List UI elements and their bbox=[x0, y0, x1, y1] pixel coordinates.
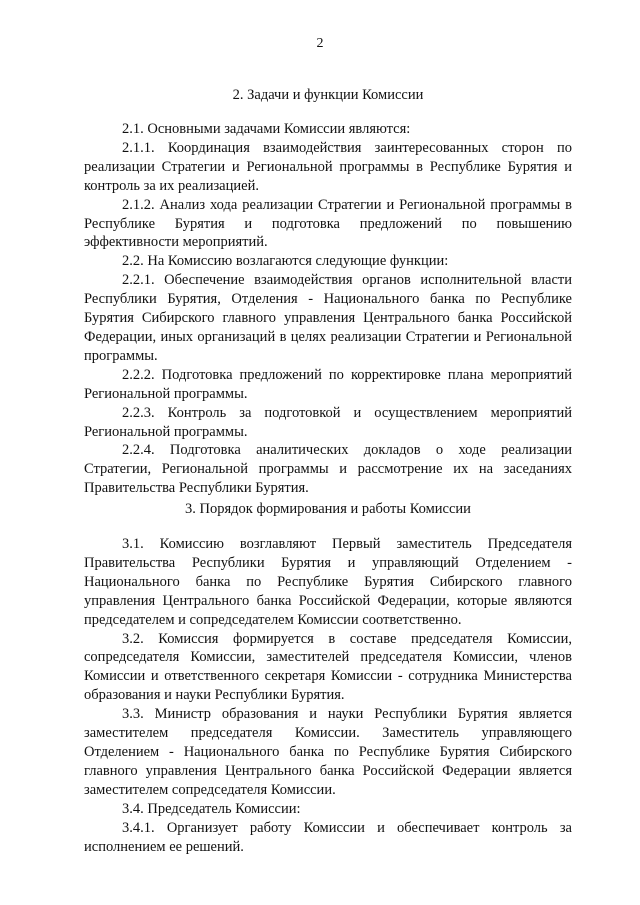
paragraph-2-2-3: 2.2.3. Контроль за подготовкой и осуществлением мероприятий Региональной программы. bbox=[84, 404, 572, 440]
section-3-body bbox=[84, 535, 572, 856]
paragraph-3-3: 3.3. Министр образования и науки Республики Бурятия является заместителем председателя Комиссии. Заместитель управляющего Отделением - Национального банка по Республике Бурятия Сибирского главного управления Центрального банка Российской Федерации является заместителем сопредседателя Комиссии. bbox=[84, 706, 572, 798]
paragraph-2-1: 2.1. Основными задачами Комиссии являются: bbox=[122, 121, 411, 137]
paragraph-2-2: 2.2. На Комиссию возлагаются следующие функции: bbox=[122, 253, 449, 270]
paragraph-2-2-4: 2.2.4. Подготовка аналитических докладов о ходе реализации Стратегии, Региональной программы и рассмотрение их на заседаниях Правительства Республики Бурятия. bbox=[84, 442, 572, 497]
section-3-title: 3. Порядок формирования и работы Комиссии bbox=[185, 501, 471, 517]
paragraph-3-4: 3.4. Председатель Комиссии: bbox=[122, 800, 301, 817]
paragraph-3-2: 3.2. Комиссия формируется в составе председателя Комиссии, сопредседателя Комиссии, заместителей председателя Комиссии, членов Комиссии и ответственного секретаря Комиссии - сотрудника Министерства образования и науки Республики Бурятия. bbox=[84, 630, 572, 704]
page-number: 2 bbox=[316, 36, 324, 51]
paragraph-2-1-2: 2.1.2. Анализ хода реализации Стратегии и Региональной программы в Республике Бурятия и подготовка предложений по повышению эффективности мероприятий. bbox=[84, 196, 572, 251]
paragraph-2-1-1: 2.1.1. Координация взаимодействия заинтересованных сторон по реализации Стратегии и Региональной программы в Республике Бурятия и контроль за их реализацией. bbox=[84, 139, 572, 194]
paragraph-3-4-1: 3.4.1. Организует работу Комиссии и обеспечивает контроль за исполнением ее решений. bbox=[84, 819, 572, 855]
paragraph-2-2-2: 2.2.2. Подготовка предложений по корректировке плана мероприятий Региональной программы. bbox=[84, 366, 572, 402]
section-2-title: 2. Задачи и функции Комиссии bbox=[232, 87, 424, 103]
paragraph-3-1: 3.1. Комиссию возглавляют Первый заместитель Председателя Правительства Республики Бурятия и управляющий Отделением - Национального банка по Республике Бурятия Сибирского главного управления Центрального банка Российской Федерации, которые являются председателем и сопредседателем Комиссии соответственно. bbox=[84, 536, 572, 628]
section-2-body bbox=[84, 120, 572, 498]
paragraph-2-2-1: 2.2.1. Обеспечение взаимодействия органов исполнительной власти Республики Бурятия, Отделения - Национального банка по Республике Бурятия Сибирского главного управления Центрального банка Российской Федерации, иных организаций в целях реализации Стратегии и Региональной программы. bbox=[84, 272, 572, 364]
